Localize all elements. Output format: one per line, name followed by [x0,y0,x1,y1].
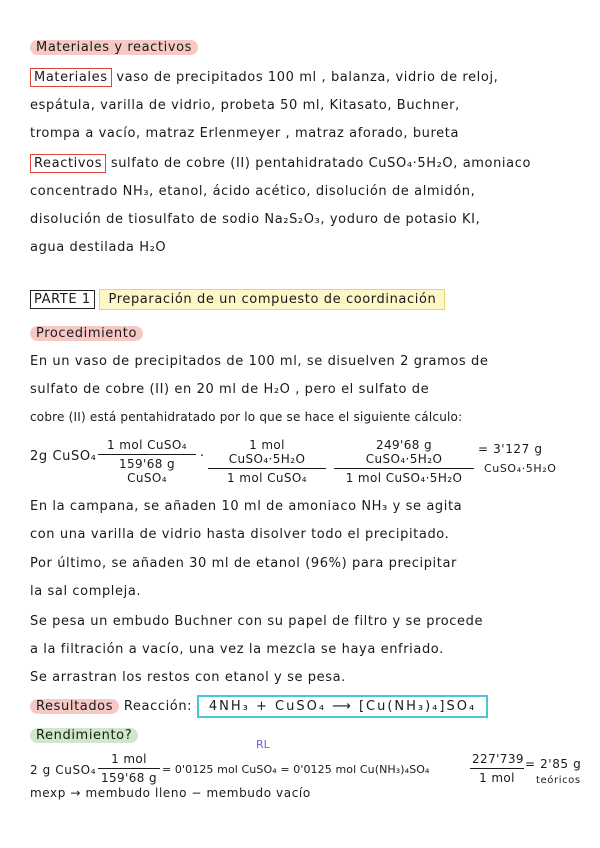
p4-text-1: Se pesa un embudo Buchner con su papel de filtro y se procede [30,614,484,629]
materiales-text-1: vaso de precipitados 100 ml , balanza, vidrio de reloj, [116,70,499,85]
procedimiento-p4-line2 [30,642,444,657]
calc-fraction-3 [334,438,474,485]
rendimiento-line [30,728,138,743]
procedimiento-p1-line1 [30,354,488,369]
resultados-line [30,699,488,714]
rl-text: RL [256,738,270,751]
rend-f2-bar [470,768,524,769]
rend-calc-start-text: 2 g CuSO₄ [30,763,97,777]
rend-calc-result-unit [536,775,581,786]
materiales-line-2 [30,98,460,113]
calc-result [478,442,543,456]
rend-f2-den: 1 mol [479,771,515,785]
reactivos-line-4 [30,240,166,255]
materiales-line-1 [30,70,498,85]
calc-result-unit-line [484,462,557,475]
calc-f1-num: 1 mol CuSO₄ [107,438,187,452]
procedimiento-p1-line3 [30,410,462,424]
rend-calc-fraction-2 [470,752,524,785]
calc-start-text: 2g CuSO₄ [30,449,97,464]
procedimiento-heading-line [30,326,143,341]
p4-text-3: Se arrastran los restos con etanol y se pesa. [30,670,346,685]
materiales-reactivos-heading: Materiales y reactivos [30,40,198,55]
calc-f2-bar [208,468,326,469]
procedimiento-p2-line2 [30,527,449,542]
rend-calc-mid [162,763,430,776]
materiales-label: Materiales [30,68,112,87]
p4-text-2: a la filtración a vacío, una vez la mezcla se haya enfriado. [30,642,444,657]
reactivos-label: Reactivos [30,154,106,173]
calc-dot-text: · [200,449,205,464]
p1-text-2: sulfato de cobre (II) en 20 ml de H₂O , pero el sulfato de [30,382,430,397]
rend-f1-den: 159'68 g [100,771,158,785]
procedimiento-p4-line3 [30,670,346,685]
calc-f1-den: 159'68 g CuSO₄ [118,457,176,485]
p1-text-1: En un vaso de precipitados de 100 ml, se disuelven 2 gramos de [30,354,489,369]
p1-text-3: cobre (II) está pentahidratado por lo que se hace el siguiente cálculo: [30,410,463,424]
calc-f3-bar [334,468,474,469]
calc-f2-den: 1 mol CuSO₄ [227,471,307,485]
calc-f3-num: 249'68 g CuSO₄·5H₂O [365,438,443,466]
mexp-line [30,786,311,800]
mexp-text: mexp → membudo lleno − membudo vacío [30,786,311,800]
reactivos-line-1 [30,156,531,171]
reactivos-text-2: concentrado NH₃, etanol, ácido acético, disolución de almidón, [30,184,476,199]
p2-text-2: con una varilla de vidrio hasta disolver todo el precipitado. [30,527,450,542]
rend-f2-num: 227'739 [472,752,524,766]
reactivos-text-1: sulfato de cobre (II) pentahidratado CuSO₄·5H₂O, amoniaco [110,156,532,171]
reactivos-text-4: agua destilada H₂O [30,240,167,255]
reaccion-label: Reacción: [123,699,193,714]
reactivos-line-2 [30,184,475,199]
rend-f1-num: 1 mol [111,752,147,766]
rendimiento-heading: Rendimiento? [30,728,138,743]
materiales-text-3: trompa a vacío, matraz Erlenmeyer , matraz aforado, bureta [30,126,460,141]
procedimiento-p2-line1 [30,499,462,514]
rl-marker [256,738,270,751]
calc-f3-den: 1 mol CuSO₄·5H₂O [345,471,463,485]
rend-result-unit: teóricos [536,775,581,786]
calc-start [30,449,96,464]
parte1-header [30,292,445,307]
calc-f2-num: 1 mol CuSO₄·5H₂O [228,438,306,466]
rend-calc-mid-text: = 0'0125 mol CuSO₄ = 0'0125 mol Cu(NH₃)₄SO₄ [162,763,430,776]
p3-text-2: la sal compleja. [30,584,142,599]
section-heading-materiales [30,40,198,55]
reactivos-text-3: disolución de tiosulfato de sodio Na₂S₂O₃, yoduro de potasio KI, [30,212,481,227]
reactivos-line-3 [30,212,480,227]
procedimiento-p3-line1 [30,556,457,571]
calc-fraction-2 [208,438,326,485]
procedimiento-p1-line2 [30,382,429,397]
rend-f1-bar [98,768,160,769]
procedimiento-p4-line1 [30,614,483,629]
parte1-label: PARTE 1 [30,290,95,309]
calc-result-unit: CuSO₄·5H₂O [484,462,557,475]
p3-text-1: Por último, se añaden 30 ml de etanol (96%) para precipitar [30,556,457,571]
procedimiento-heading: Procedimiento [30,326,143,341]
rend-calc-start [30,763,96,777]
materiales-text-2: espátula, varilla de vidrio, probeta 50 ml, Kitasato, Buchner, [30,98,460,113]
parte1-title: Preparación de un compuesto de coordinación [99,289,445,310]
rend-calc-result [525,757,581,771]
calc-result-value: = 3'127 g [478,442,543,456]
rend-calc-fraction-1 [98,752,160,785]
reaccion-equation: 4NH₃ + CuSO₄ ⟶ [Cu(NH₃)₄]SO₄ [197,695,488,718]
rend-result-value: = 2'85 g [525,757,582,771]
p2-text-1: En la campana, se añaden 10 ml de amoniaco NH₃ y se agita [30,499,463,514]
materiales-line-3 [30,126,459,141]
resultados-heading: Resultados [30,699,119,714]
calc-f1-bar [98,454,196,455]
calc-fraction-1 [98,438,196,485]
procedimiento-p3-line2 [30,584,141,599]
calc-dot [200,449,205,464]
